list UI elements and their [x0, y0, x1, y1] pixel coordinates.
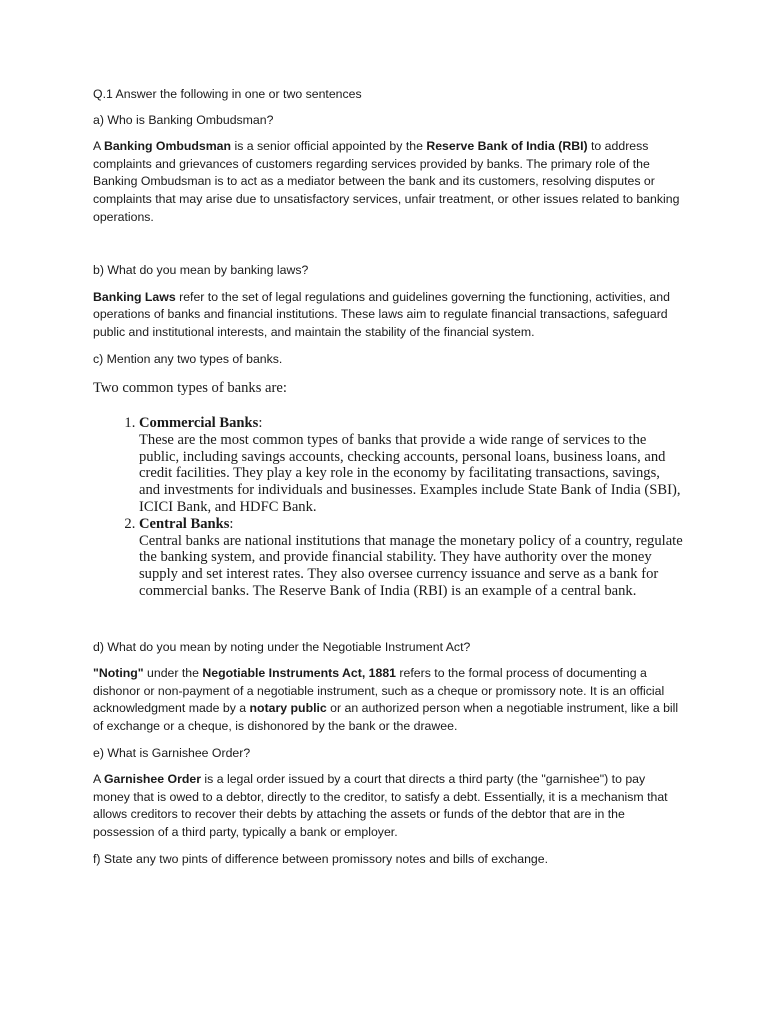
list-item: 2. Central Banks: Central banks are national institutions that manage the monetary policy of a country, regulate the banking system, and provide financial stability. They have authority over the money supply and set interest rates. They also oversee currency issuance and serve as a bank for commercial banks. The Reserve Bank of India (RBI) is an example of a central bank. [139, 516, 683, 600]
question-f: f) State any two pints of difference between promissory notes and bills of exchange. [93, 851, 549, 866]
list-item-desc: Central banks are national institutions that manage the monetary policy of a country, regulate the banking system, and provide financial stability. They have authority over the money supply and set interest rates. They also oversee currency issuance and serve as a bank for commercial banks. The Reserve Bank of India (RBI) is an example of a central bank. [139, 532, 683, 599]
term-banking-laws: Banking Laws [93, 289, 176, 304]
list-item-title: Commercial Banks [139, 414, 259, 431]
question-e: e) What is Garnishee Order? [93, 745, 251, 760]
list-item-title: Central Banks [139, 515, 230, 532]
list-item: 1. Commercial Banks: These are the most common types of banks that provide a wide range of services to the public, including savings accounts, checking accounts, personal loans, business loans, and credit facilities. They play a key role in the economy by facilitating transactions, savings, and investments for individuals and businesses. Examples include State Bank of India (SBI), ICICI Bank, and HDFC Bank. [139, 415, 683, 516]
question-b: b) What do you mean by banking laws? [93, 263, 309, 278]
term-banking-ombudsman: Banking Ombudsman [103, 139, 232, 154]
term-garnishee-order: Garnishee Order [103, 772, 202, 787]
document-page [93, 86, 683, 868]
bank-types-list [93, 415, 683, 600]
answer-c [93, 380, 683, 600]
question-d: d) What do you mean by noting under the Negotiable Instrument Act? [93, 639, 471, 654]
term-rbi: Reserve Bank of India (RBI) [426, 139, 588, 154]
term-notary-public: notary public [249, 701, 327, 716]
question-c: c) Mention any two types of banks. [93, 351, 283, 366]
term-noting: "Noting" [93, 666, 144, 681]
answer-c-intro: Two common types of banks are: [93, 380, 287, 397]
answer-e: A Garnishee Order is a legal order issued by a court that directs a third party (the "garnishee") to pay money that is owed to a debtor, directly to the creditor, to satisfy a debt. Essentially, it is a mechanism that allows creditors to recover their debts by attaching the assets or funds of the debtor that are in the possession of a third party, typically a bank or employer. [93, 772, 668, 840]
document-heading: Q.1 Answer the following in one or two sentences [93, 87, 362, 101]
answer-b: Banking Laws refer to the set of legal regulations and guidelines governing the functioning, activities, and operations of banks and financial institutions. These laws aim to regulate financial transactions, safeguard public and institutional interests, and maintain the stability of the financial system. [93, 289, 670, 339]
question-a: a) Who is Banking Ombudsman? [93, 112, 274, 127]
list-item-desc: These are the most common types of banks that provide a wide range of services to the public, including savings accounts, checking accounts, personal loans, business loans, and credit facilities. They play a key role in the economy by facilitating transactions, savings, and investments for individuals and businesses. Examples include State Bank of India (SBI), ICICI Bank, and HDFC Bank. [139, 431, 681, 515]
term-ni-act: Negotiable Instruments Act, 1881 [202, 666, 397, 681]
answer-d: "Noting" under the Negotiable Instruments Act, 1881 refers to the formal process of documenting a dishonor or non-payment of a negotiable instrument, such as a cheque or promissory note. It is an official acknowledgment made by a notary public or an authorized person when a negotiable instrument, like a bill of exchange or a cheque, is dishonored by the bank or the drawee. [93, 666, 679, 734]
answer-a: A Banking Ombudsman is a senior official appointed by the Reserve Bank of India (RBI) to address complaints and grievances of customers regarding services provided by banks. The primary role of the Banking Ombudsman is to act as a mediator between the bank and its customers, resolving disputes or complaints that may arise due to unsatisfactory services, unfair treatment, or other issues related to banking operations. [93, 139, 680, 224]
